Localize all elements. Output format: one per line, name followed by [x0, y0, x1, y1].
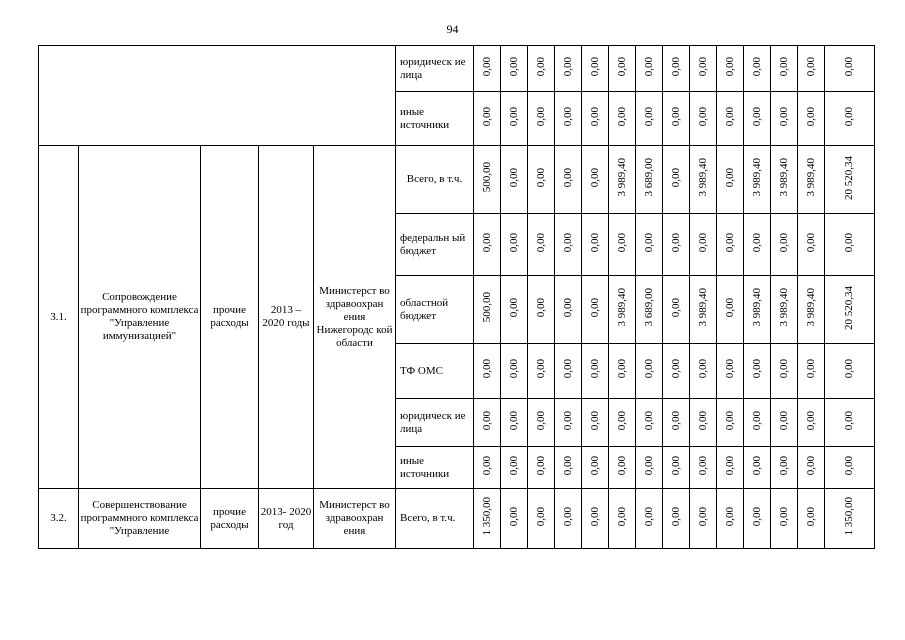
value-text: 0,00 — [804, 455, 817, 476]
value-text: 0,00 — [777, 56, 790, 77]
value-cell — [501, 214, 528, 276]
value-text: 0,00 — [534, 167, 547, 188]
value-cell — [690, 344, 717, 399]
value-cell — [690, 276, 717, 344]
value-text: 0,00 — [588, 455, 601, 476]
value-cell — [582, 447, 609, 489]
value-cell — [636, 276, 663, 344]
value-text: 0,00 — [642, 106, 655, 127]
value-text: 0,00 — [588, 359, 601, 379]
value-cell — [717, 214, 744, 276]
value-text: 0,00 — [642, 232, 655, 253]
source-cell: федеральн ый бюджет — [396, 214, 474, 276]
value-cell — [717, 399, 744, 447]
value-text: 1 350,00 — [843, 497, 855, 536]
value-text: 0,00 — [534, 297, 547, 318]
value-text: 500,00 — [480, 292, 493, 323]
value-cell — [744, 276, 771, 344]
value-text: 0,00 — [723, 410, 736, 431]
value-text: 0,00 — [804, 410, 817, 431]
value-cell — [582, 92, 609, 146]
value-text: 3 989,40 — [696, 288, 709, 327]
source-cell: Всего, в т.ч. — [396, 146, 474, 214]
item-name: Сопровождение программного комплекса "Управление иммунизацией" — [79, 146, 201, 489]
value-cell — [501, 276, 528, 344]
value-cell — [636, 344, 663, 399]
value-text: 1 350,00 — [480, 497, 493, 536]
value-text: 0,00 — [723, 232, 736, 253]
value-text: 0,00 — [615, 410, 628, 431]
value-cell — [528, 276, 555, 344]
value-cell — [690, 92, 717, 146]
value-cell — [474, 344, 501, 399]
value-text: 0,00 — [669, 56, 682, 77]
value-text: 0,00 — [777, 455, 790, 476]
value-text: 0,00 — [843, 56, 855, 77]
value-cell — [663, 344, 690, 399]
value-cell — [825, 146, 875, 214]
value-text: 0,00 — [723, 297, 736, 318]
value-text: 0,00 — [615, 359, 628, 379]
value-text: 0,00 — [843, 455, 855, 476]
value-text: 0,00 — [507, 106, 520, 127]
value-text: 0,00 — [561, 410, 574, 431]
value-cell — [798, 489, 825, 549]
value-cell — [501, 399, 528, 447]
value-text: 0,00 — [750, 506, 763, 527]
value-text: 0,00 — [696, 506, 709, 527]
source-cell: юридическ ие лица — [396, 399, 474, 447]
value-cell — [609, 447, 636, 489]
value-cell — [690, 214, 717, 276]
item-number: 3.1. — [39, 146, 79, 489]
value-text: 0,00 — [561, 359, 574, 379]
value-text: 0,00 — [669, 106, 682, 127]
value-cell — [636, 489, 663, 549]
value-cell — [771, 276, 798, 344]
value-cell — [771, 146, 798, 214]
value-cell — [528, 92, 555, 146]
value-text: 0,00 — [642, 410, 655, 431]
value-text: 0,00 — [669, 410, 682, 431]
value-cell — [825, 489, 875, 549]
value-cell — [555, 146, 582, 214]
value-cell — [663, 447, 690, 489]
value-cell — [663, 276, 690, 344]
value-cell — [825, 214, 875, 276]
source-cell: Всего, в т.ч. — [396, 489, 474, 549]
value-text: 3 989,40 — [804, 158, 817, 197]
value-cell — [771, 447, 798, 489]
value-cell — [555, 46, 582, 92]
value-text: 3 989,40 — [804, 288, 817, 327]
value-text: 0,00 — [696, 56, 709, 77]
value-text: 0,00 — [507, 506, 520, 527]
value-text: 0,00 — [615, 506, 628, 527]
item-number: 3.2. — [39, 489, 79, 549]
value-text: 0,00 — [561, 506, 574, 527]
value-text: 0,00 — [669, 167, 682, 188]
value-cell — [663, 489, 690, 549]
value-cell — [663, 214, 690, 276]
value-text: 0,00 — [843, 106, 855, 127]
value-cell — [474, 489, 501, 549]
value-text: 0,00 — [507, 297, 520, 318]
value-text: 0,00 — [588, 167, 601, 188]
value-text: 3 989,40 — [777, 288, 790, 327]
value-cell — [528, 489, 555, 549]
value-text: 0,00 — [480, 232, 493, 253]
value-cell — [744, 92, 771, 146]
period: 2013 – 2020 годы — [259, 146, 314, 489]
value-cell — [825, 46, 875, 92]
value-cell — [501, 92, 528, 146]
value-text: 0,00 — [804, 106, 817, 127]
value-cell — [582, 214, 609, 276]
value-text: 0,00 — [750, 455, 763, 476]
value-text: 3 989,40 — [750, 158, 763, 197]
value-cell — [528, 447, 555, 489]
value-cell — [528, 399, 555, 447]
table-row — [39, 146, 875, 214]
value-text: 0,00 — [723, 455, 736, 476]
value-cell — [690, 399, 717, 447]
item-name: Совершенствование программного комплекса "Управление — [79, 489, 201, 549]
value-cell — [474, 447, 501, 489]
value-text: 3 989,40 — [615, 288, 628, 327]
value-text: 0,00 — [507, 410, 520, 431]
value-text: 0,00 — [777, 410, 790, 431]
value-text: 0,00 — [588, 297, 601, 318]
value-text: 0,00 — [615, 455, 628, 476]
value-text: 0,00 — [507, 232, 520, 253]
value-text: 0,00 — [615, 56, 628, 77]
source-cell: ТФ ОМС — [396, 344, 474, 399]
value-cell — [690, 46, 717, 92]
value-cell — [609, 276, 636, 344]
value-text: 0,00 — [642, 455, 655, 476]
source-cell: иные источники — [396, 447, 474, 489]
value-text: 0,00 — [480, 410, 493, 431]
value-cell — [582, 276, 609, 344]
value-cell — [555, 399, 582, 447]
value-cell — [771, 214, 798, 276]
value-cell — [636, 46, 663, 92]
value-text: 0,00 — [843, 359, 855, 379]
value-cell — [474, 146, 501, 214]
value-cell — [744, 214, 771, 276]
value-cell — [771, 46, 798, 92]
value-text: 0,00 — [480, 56, 493, 77]
value-text: 0,00 — [723, 359, 736, 379]
value-text: 0,00 — [723, 167, 736, 188]
value-cell — [474, 46, 501, 92]
value-text: 0,00 — [723, 506, 736, 527]
value-cell — [717, 276, 744, 344]
value-text: 0,00 — [561, 106, 574, 127]
value-text: 20 520,34 — [843, 285, 855, 330]
value-text: 0,00 — [804, 506, 817, 527]
value-text: 0,00 — [723, 106, 736, 127]
value-cell — [771, 399, 798, 447]
value-cell — [609, 46, 636, 92]
value-text: 0,00 — [696, 410, 709, 431]
value-cell — [663, 146, 690, 214]
value-text: 0,00 — [750, 410, 763, 431]
value-text: 0,00 — [507, 359, 520, 379]
value-cell — [501, 46, 528, 92]
value-cell — [744, 489, 771, 549]
value-cell — [528, 214, 555, 276]
value-cell — [609, 146, 636, 214]
value-cell — [609, 489, 636, 549]
value-text: 0,00 — [843, 232, 855, 253]
value-cell — [744, 46, 771, 92]
value-text: 0,00 — [843, 410, 855, 431]
value-text: 0,00 — [534, 56, 547, 77]
value-text: 0,00 — [534, 455, 547, 476]
value-cell — [555, 344, 582, 399]
empty-continuation-cell — [39, 46, 396, 146]
value-cell — [501, 489, 528, 549]
value-cell — [744, 399, 771, 447]
value-cell — [690, 146, 717, 214]
value-cell — [636, 146, 663, 214]
source-cell: иные источники — [396, 92, 474, 146]
value-cell — [528, 146, 555, 214]
value-cell — [555, 489, 582, 549]
expense-type: прочие расходы — [201, 489, 259, 549]
value-cell — [501, 146, 528, 214]
value-cell — [555, 276, 582, 344]
value-cell — [744, 447, 771, 489]
value-cell — [636, 92, 663, 146]
table-row — [39, 46, 875, 92]
period: 2013- 2020 год — [259, 489, 314, 549]
value-text: 0,00 — [615, 232, 628, 253]
value-cell — [825, 447, 875, 489]
value-cell — [501, 344, 528, 399]
value-cell — [717, 92, 744, 146]
value-text: 3 989,40 — [777, 158, 790, 197]
value-text: 0,00 — [696, 106, 709, 127]
value-text: 0,00 — [804, 232, 817, 253]
value-text: 3 989,40 — [696, 158, 709, 197]
value-cell — [555, 92, 582, 146]
value-cell — [798, 92, 825, 146]
value-text: 0,00 — [804, 359, 817, 379]
value-text: 0,00 — [534, 359, 547, 379]
value-text: 0,00 — [561, 297, 574, 318]
value-cell — [582, 146, 609, 214]
value-text: 0,00 — [723, 56, 736, 77]
value-text: 0,00 — [777, 106, 790, 127]
value-cell — [717, 344, 744, 399]
value-cell — [825, 344, 875, 399]
value-cell — [798, 214, 825, 276]
value-text: 0,00 — [534, 106, 547, 127]
value-text: 0,00 — [750, 359, 763, 379]
table-row — [39, 489, 875, 549]
value-cell — [582, 46, 609, 92]
value-text: 0,00 — [750, 56, 763, 77]
value-text: 0,00 — [480, 455, 493, 476]
value-cell — [798, 344, 825, 399]
value-cell — [717, 489, 744, 549]
value-cell — [744, 344, 771, 399]
value-cell — [825, 399, 875, 447]
value-cell — [771, 489, 798, 549]
value-text: 0,00 — [804, 56, 817, 77]
value-text: 0,00 — [669, 232, 682, 253]
value-text: 0,00 — [588, 106, 601, 127]
value-text: 0,00 — [696, 232, 709, 253]
value-text: 0,00 — [777, 232, 790, 253]
value-cell — [609, 344, 636, 399]
value-cell — [474, 214, 501, 276]
value-text: 3 689,00 — [642, 288, 655, 327]
value-text: 0,00 — [669, 359, 682, 379]
value-text: 0,00 — [561, 167, 574, 188]
value-text: 3 989,40 — [750, 288, 763, 327]
value-cell — [717, 46, 744, 92]
value-text: 0,00 — [777, 506, 790, 527]
value-cell — [690, 489, 717, 549]
value-cell — [717, 447, 744, 489]
value-text: 0,00 — [507, 56, 520, 77]
value-cell — [717, 146, 744, 214]
value-text: 0,00 — [588, 410, 601, 431]
value-cell — [771, 344, 798, 399]
value-cell — [825, 276, 875, 344]
value-text: 0,00 — [534, 506, 547, 527]
source-cell: областной бюджет — [396, 276, 474, 344]
source-cell: юридическ ие лица — [396, 46, 474, 92]
value-text: 0,00 — [642, 359, 655, 379]
value-text: 0,00 — [669, 455, 682, 476]
value-cell — [582, 489, 609, 549]
value-cell — [609, 399, 636, 447]
value-text: 500,00 — [480, 162, 493, 193]
value-text: 0,00 — [588, 56, 601, 77]
value-text: 20 520,34 — [843, 155, 855, 200]
value-text: 0,00 — [777, 359, 790, 379]
value-cell — [798, 447, 825, 489]
value-cell — [663, 46, 690, 92]
value-cell — [555, 214, 582, 276]
expense-type: прочие расходы — [201, 146, 259, 489]
value-text: 0,00 — [588, 232, 601, 253]
value-text: 0,00 — [750, 232, 763, 253]
value-text: 0,00 — [588, 506, 601, 527]
value-text: 0,00 — [534, 232, 547, 253]
value-cell — [690, 447, 717, 489]
value-text: 0,00 — [561, 56, 574, 77]
value-text: 0,00 — [561, 455, 574, 476]
value-text: 0,00 — [507, 167, 520, 188]
value-text: 3 689,00 — [642, 158, 655, 197]
value-cell — [474, 276, 501, 344]
value-text: 0,00 — [561, 232, 574, 253]
value-cell — [825, 92, 875, 146]
executor: Министерст во здравоохран ения Нижегородс кой области — [314, 146, 396, 489]
value-text: 0,00 — [669, 506, 682, 527]
value-cell — [636, 447, 663, 489]
value-text: 0,00 — [750, 106, 763, 127]
value-text: 0,00 — [615, 106, 628, 127]
value-cell — [744, 146, 771, 214]
value-cell — [636, 399, 663, 447]
value-cell — [798, 46, 825, 92]
value-cell — [663, 92, 690, 146]
value-cell — [798, 399, 825, 447]
value-text: 0,00 — [507, 455, 520, 476]
value-text: 0,00 — [696, 455, 709, 476]
value-text: 0,00 — [480, 106, 493, 127]
value-text: 0,00 — [480, 359, 493, 379]
value-cell — [528, 344, 555, 399]
value-cell — [582, 399, 609, 447]
value-cell — [771, 92, 798, 146]
value-cell — [501, 447, 528, 489]
value-text: 0,00 — [642, 56, 655, 77]
page-number: 94 — [446, 22, 459, 36]
executor: Министерст во здравоохран ения — [314, 489, 396, 549]
value-cell — [798, 276, 825, 344]
value-cell — [582, 344, 609, 399]
value-cell — [609, 92, 636, 146]
value-text: 0,00 — [696, 359, 709, 379]
value-text: 3 989,40 — [615, 158, 628, 197]
value-text: 0,00 — [534, 410, 547, 431]
value-cell — [636, 214, 663, 276]
value-cell — [474, 399, 501, 447]
value-cell — [798, 146, 825, 214]
value-text: 0,00 — [642, 506, 655, 527]
value-text: 0,00 — [669, 297, 682, 318]
value-cell — [663, 399, 690, 447]
budget-table — [38, 45, 875, 549]
value-cell — [474, 92, 501, 146]
value-cell — [528, 46, 555, 92]
value-cell — [555, 447, 582, 489]
value-cell — [609, 214, 636, 276]
